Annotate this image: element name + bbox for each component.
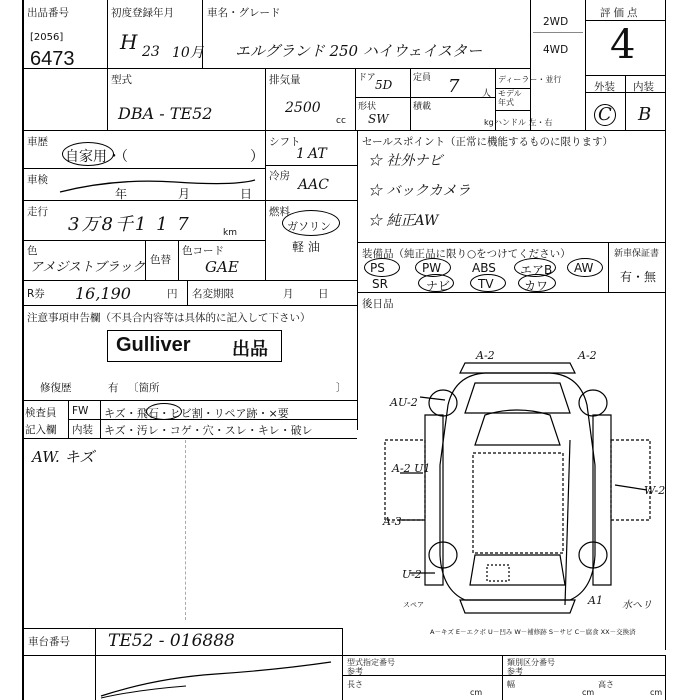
capacity-value: 7 <box>448 76 460 97</box>
shift-value: AT <box>308 146 327 162</box>
damage-mark-front-right: A-2 <box>578 349 597 362</box>
fuel-gasoline-circle <box>282 210 340 236</box>
fuel-gasoline: ガソリン <box>287 220 331 233</box>
chassis-value: TE52 - 016888 <box>108 631 235 651</box>
history-close: ） <box>250 149 264 165</box>
color-label: 色 <box>27 245 38 257</box>
inspector-stone-circle <box>146 403 182 420</box>
damage-mark-left-door: A-2 U1 <box>392 462 431 475</box>
first-reg-era: H <box>120 30 138 54</box>
capacity-unit: 人 <box>482 89 492 99</box>
equip-ps-circle <box>364 258 400 277</box>
equip-pw: PW <box>422 261 442 275</box>
equip-tv-circle <box>470 274 506 292</box>
damage-mark-water-leak: 水ヘリ <box>622 600 652 611</box>
mileage-unit: km <box>223 228 237 238</box>
class-ref: 参考 <box>507 667 523 676</box>
doors-label: ドア <box>358 73 376 83</box>
chassis-scribble <box>96 656 336 700</box>
grade-label: 評価点 <box>600 7 641 19</box>
remark-value: AW. キズ <box>32 448 95 466</box>
repair-open: 〔箇所 <box>128 382 160 394</box>
name-change-day: 日 <box>318 288 329 300</box>
aircon-label: 冷房 <box>269 170 290 182</box>
repair-close: 〕 <box>336 382 347 394</box>
inspection-year: 年 <box>115 187 128 201</box>
grade-ext-label: 外装 <box>594 81 615 93</box>
displacement-value: 2500 <box>285 100 321 116</box>
grade-ext-value: C <box>598 104 612 125</box>
ext-grade-circle <box>594 104 616 126</box>
equip-navi: ナビ <box>426 279 451 293</box>
inspection-day: 日 <box>240 187 253 201</box>
left-border <box>22 0 24 700</box>
equipment-label: 装備品（純正品に限り○をつけてください） <box>362 248 571 260</box>
class-designation-label: 類別区分番号 <box>507 658 555 667</box>
load-label: 積載 <box>413 102 432 112</box>
aircon-value: AAC <box>298 177 329 193</box>
after-date-label: 後日品 <box>362 298 394 310</box>
inspector-interior: 内装 <box>72 424 93 436</box>
shift-label: シフト <box>269 136 301 148</box>
sales-point-1: ☆ 社外ナビ <box>368 153 443 169</box>
dim-length-unit: cm <box>470 688 483 697</box>
recycle-label: R券 <box>27 288 45 300</box>
first-reg-month: 10月 <box>172 45 204 61</box>
warranty-value: 有・無 <box>620 270 657 284</box>
name-change-month: 月 <box>283 288 294 300</box>
equip-abs: ABS <box>472 261 496 275</box>
inspector-int-items: キズ・汚レ・コゲ・穴・スレ・キレ・破レ <box>104 424 313 437</box>
repair-label: 修復歴 <box>40 382 72 394</box>
gulliver-suffix: 出品 <box>232 339 268 360</box>
lot-number: 6473 <box>30 48 75 70</box>
color-value: アメジストブラック <box>30 260 146 275</box>
first-reg-label: 初度登録年月 <box>111 7 174 19</box>
load-unit: kg <box>484 118 494 127</box>
recycle-unit: 円 <box>167 288 178 300</box>
grade-int-value: B <box>638 104 652 125</box>
history-label: 車歴 <box>27 136 48 148</box>
handle-label: ハンドル 左・右 <box>494 118 553 127</box>
name-change-label: 名変期限 <box>192 288 234 300</box>
model-year-label: モデル 年式 <box>498 89 522 107</box>
damage-mark-spare: スペア <box>403 601 424 609</box>
displacement-unit: cc <box>336 116 346 126</box>
grade-int-label: 内装 <box>633 81 654 93</box>
type-designation-label: 型式指定番号 <box>347 658 395 667</box>
model-name-value: エルグランド 250 ハイウェイスター <box>235 42 483 60</box>
drive-4wd: 4WD <box>543 44 569 56</box>
car-diagram <box>365 345 665 635</box>
inspector-label-2: 記入欄 <box>25 424 57 436</box>
grade-value: 4 <box>610 22 636 68</box>
notes-label: 注意事項申告欄（不具合内容等は具体的に記入して下さい） <box>27 312 311 324</box>
equip-aw: AW <box>574 261 594 275</box>
damage-mark-left-rear-door: A-3 <box>383 515 402 528</box>
fuel-diesel: 軽 油 <box>292 240 320 254</box>
equip-airbag: エアB <box>520 263 553 277</box>
first-reg-year: 23 <box>142 44 160 60</box>
equip-navi-circle <box>418 274 454 292</box>
gulliver-brand: Gulliver <box>116 334 191 356</box>
dealer-label: ディーラー・並行 <box>498 75 562 84</box>
color-code-value: GAE <box>205 258 239 276</box>
color-code-label: 色コード <box>182 245 224 257</box>
warranty-label: 新車保証書 <box>614 249 660 259</box>
displacement-label: 排気量 <box>269 74 301 86</box>
model-name-label: 車名・グレード <box>207 7 281 19</box>
dim-width-unit: cm <box>582 688 595 697</box>
color-change-label: 色替 <box>150 254 171 266</box>
equip-tv: TV <box>478 277 494 291</box>
sales-point-2: ☆ バックカメラ <box>368 183 471 199</box>
inspector-fw: FW <box>72 405 89 417</box>
inspector-label-1: 検査員 <box>25 407 57 419</box>
inspection-month: 月 <box>178 187 191 201</box>
dim-width-label: 幅 <box>507 680 515 689</box>
sales-point-3: ☆ 純正AW <box>368 213 439 229</box>
dim-length-label: 長さ <box>347 680 363 689</box>
shape-value: SW <box>368 112 389 126</box>
fuel-label: 燃料 <box>269 206 290 218</box>
inspection-strike <box>55 172 265 200</box>
legend-text: A－キズ E－エクボ U－凹み W－補修跡 S－サビ C－腐食 XX－交換済 <box>430 628 636 636</box>
inspection-label: 車検 <box>27 174 48 186</box>
dim-height-unit: cm <box>650 688 663 697</box>
type-ref: 参考 <box>347 667 363 676</box>
damage-mark-left-front: AU-2 <box>390 396 418 409</box>
right-border <box>665 0 666 650</box>
equip-aw-circle <box>567 258 603 277</box>
lot-label: 出品番号 <box>27 7 69 19</box>
equip-sr: SR <box>372 277 388 291</box>
damage-mark-rear: A1 <box>588 594 603 607</box>
doors-value: 5D <box>375 78 393 92</box>
lot-code: [2056] <box>30 32 64 43</box>
equip-ps: PS <box>370 261 385 275</box>
inspector-fw-items: キズ・飛石・ヒビ割・リペア跡・×要 <box>104 407 289 420</box>
damage-mark-left-rear: U-2 <box>402 568 422 581</box>
recycle-value: 16,190 <box>75 284 131 303</box>
mileage-value: 3万8千1 1 7 <box>68 214 191 235</box>
damage-mark-right-door: W-2 <box>644 484 666 497</box>
model-label: 型式 <box>111 74 132 86</box>
damage-mark-front-left: A-2 <box>476 349 495 362</box>
equip-leather: カワ <box>524 279 549 293</box>
chassis-label: 車台番号 <box>28 636 70 648</box>
gulliver-stamp <box>107 330 282 362</box>
history-circle <box>62 142 114 166</box>
sales-points-label: セールスポイント（正常に機能するものに限ります） <box>362 136 614 148</box>
shape-label: 形状 <box>358 102 377 112</box>
mileage-label: 走行 <box>27 206 48 218</box>
equip-leather-circle <box>518 274 556 292</box>
repair-value: 有 <box>108 382 119 394</box>
shift-prefix: 1 <box>296 146 305 162</box>
capacity-label: 定員 <box>413 73 432 83</box>
dim-height-label: 高さ <box>598 680 614 689</box>
drive-2wd: 2WD <box>543 16 569 28</box>
model-value: DBA - TE52 <box>118 104 213 123</box>
history-value: 自家用・（ <box>65 149 128 165</box>
